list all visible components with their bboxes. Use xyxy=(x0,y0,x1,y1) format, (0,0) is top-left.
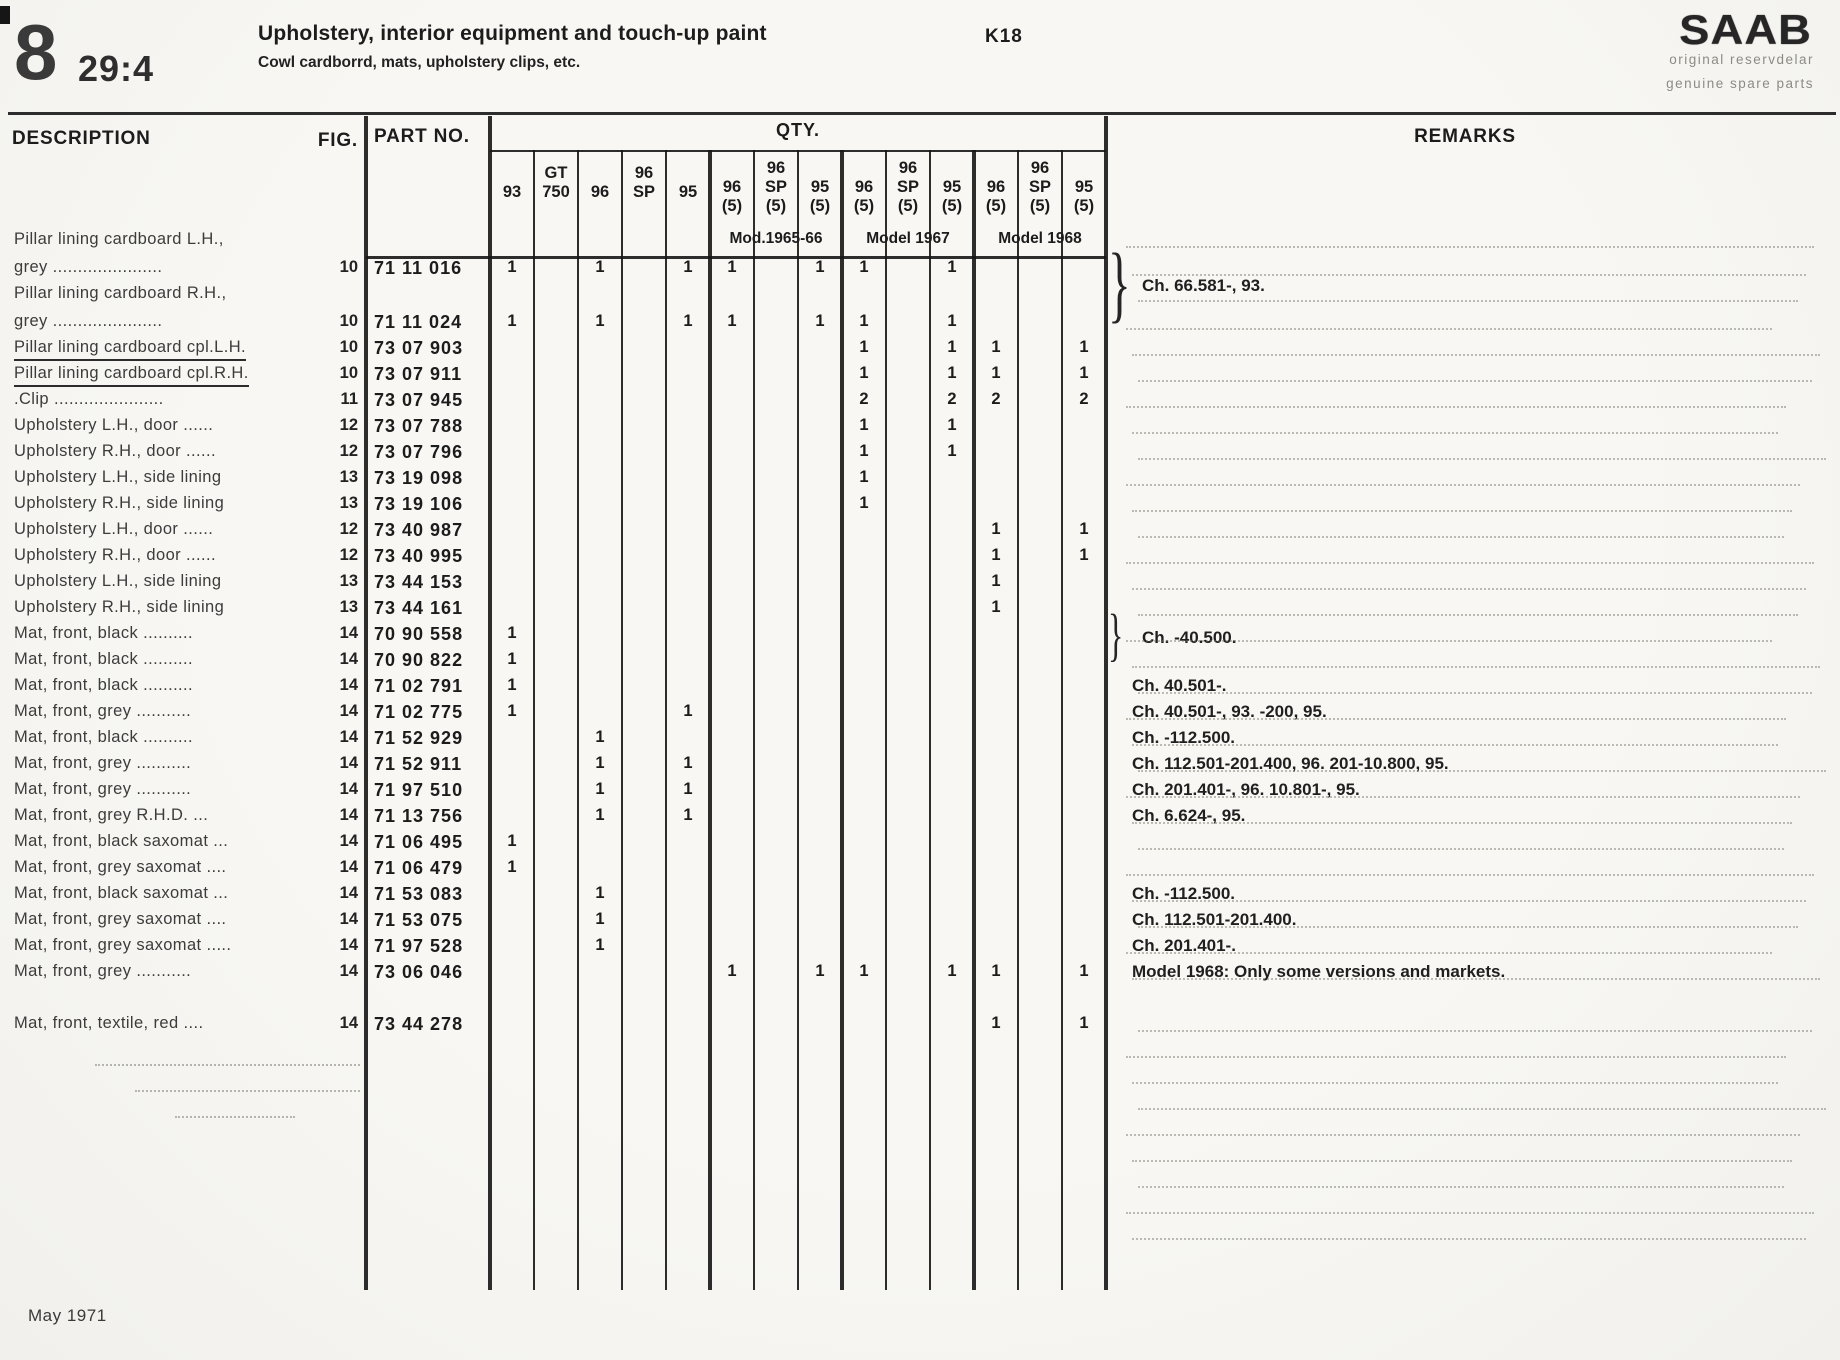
leader-dots xyxy=(1126,874,1814,876)
group-caption: Model 1967 xyxy=(866,230,950,247)
qty-column-header: 96 (5) xyxy=(721,178,743,215)
qty-cell: 1 xyxy=(991,364,1001,382)
leader-dots xyxy=(1138,380,1812,382)
qty-cell: 1 xyxy=(1079,364,1089,382)
leader-dots xyxy=(1126,1134,1800,1136)
qty-cell: 1 xyxy=(507,624,517,642)
row-fig: 14 xyxy=(339,884,358,902)
row-description: Upholstery R.H., side lining xyxy=(14,494,225,512)
row-fig: 14 xyxy=(339,702,358,720)
row-fig: 14 xyxy=(339,858,358,876)
row-part-number: 73 19 106 xyxy=(374,494,464,514)
qty-cell: 1 xyxy=(991,338,1001,356)
row-part-number: 73 40 995 xyxy=(374,546,464,566)
row-fig: 14 xyxy=(339,936,358,954)
qty-cell: 1 xyxy=(859,468,869,486)
leader-dots xyxy=(1126,640,1772,642)
leader-dots xyxy=(1132,744,1778,746)
row-remark: Ch. 66.581-, 93. xyxy=(1142,276,1265,295)
row-fig: 14 xyxy=(339,1014,358,1032)
qty-cell: 1 xyxy=(595,312,605,330)
row-fig: 14 xyxy=(339,962,358,980)
leader-dots xyxy=(1132,1082,1778,1084)
row-description: Mat, front, black .......... xyxy=(14,650,194,668)
row-description: grey ...................... xyxy=(14,258,163,276)
qty-cell: 1 xyxy=(595,728,605,746)
qty-cell: 1 xyxy=(859,258,869,276)
leader-dots xyxy=(1126,1212,1814,1214)
column-header-description: DESCRIPTION xyxy=(12,128,151,149)
qty-cell: 1 xyxy=(859,494,869,512)
row-description: Mat, front, grey R.H.D. ... xyxy=(14,806,209,824)
qty-cell: 1 xyxy=(947,364,957,382)
qty-cell: 1 xyxy=(947,442,957,460)
row-part-number: 73 07 796 xyxy=(374,442,464,462)
row-description: Mat, front, grey ........... xyxy=(14,754,192,772)
leader-dots xyxy=(1132,1160,1792,1162)
publication-date: May 1971 xyxy=(28,1306,107,1325)
row-part-number: 70 90 822 xyxy=(374,650,464,670)
row-description: Upholstery L.H., door ...... xyxy=(14,520,214,538)
row-description: Upholstery L.H., side lining xyxy=(14,572,222,590)
qty-column-header: 93 xyxy=(502,183,522,201)
row-fig: 14 xyxy=(339,910,358,928)
qty-cell: 2 xyxy=(991,390,1001,408)
qty-cell: 1 xyxy=(683,754,693,772)
row-part-number: 73 07 903 xyxy=(374,338,464,358)
row-part-number: 71 97 528 xyxy=(374,936,464,956)
qty-cell: 1 xyxy=(507,858,517,876)
logo-tagline-english: genuine spare parts xyxy=(1666,76,1814,91)
row-fig: 14 xyxy=(339,754,358,772)
qty-cell: 1 xyxy=(507,832,517,850)
qty-cell: 1 xyxy=(991,598,1001,616)
qty-column-header: 95 xyxy=(678,183,698,201)
leader-dots xyxy=(1138,614,1798,616)
qty-cell: 1 xyxy=(683,806,693,824)
row-part-number: 71 02 775 xyxy=(374,702,464,722)
qty-cell: 1 xyxy=(595,780,605,798)
row-description: grey ...................... xyxy=(14,312,163,330)
leader-dots xyxy=(1126,246,1814,248)
leader-dots xyxy=(1132,588,1806,590)
leader-dots xyxy=(1132,510,1792,512)
group-caption: Mod.1965-66 xyxy=(729,230,823,247)
qty-cell: 1 xyxy=(1079,338,1089,356)
section-code: K18 xyxy=(985,26,1023,47)
leader-dots xyxy=(1126,796,1800,798)
row-fig: 14 xyxy=(339,832,358,850)
leader-dots xyxy=(1126,952,1772,954)
qty-cell: 1 xyxy=(507,702,517,720)
row-fig: 14 xyxy=(339,650,358,668)
qty-column-header: 96 SP xyxy=(632,164,655,201)
qty-cell: 1 xyxy=(815,962,825,980)
qty-cell: 1 xyxy=(991,520,1001,538)
row-description: Mat, front, grey ........... xyxy=(14,962,192,980)
qty-cell: 1 xyxy=(507,676,517,694)
page-title: Upholstery, interior equipment and touch-up paint xyxy=(258,22,767,45)
leader-dots xyxy=(1138,458,1826,460)
row-part-number: 73 44 278 xyxy=(374,1014,464,1034)
row-remark: Ch. 40.501-, 93. -200, 95. xyxy=(1132,702,1327,721)
leader-dots xyxy=(1132,978,1820,980)
logo-tagline-swedish: original reservdelar xyxy=(1669,52,1814,67)
row-fig: 14 xyxy=(339,780,358,798)
qty-cell: 1 xyxy=(859,312,869,330)
qty-cell: 1 xyxy=(991,546,1001,564)
qty-column-header: 96 (5) xyxy=(985,178,1007,215)
column-header-qty: QTY. xyxy=(775,120,820,140)
qty-cell: 1 xyxy=(683,312,693,330)
qty-cell: 1 xyxy=(859,442,869,460)
qty-column-header: 96 SP (5) xyxy=(1028,159,1051,215)
qty-cell: 2 xyxy=(859,390,869,408)
row-part-number: 71 53 083 xyxy=(374,884,464,904)
row-part-number: 73 07 911 xyxy=(374,364,463,384)
grid-line xyxy=(8,112,1836,115)
row-description: Mat, front, black saxomat ... xyxy=(14,832,229,850)
row-fig: 10 xyxy=(339,364,358,382)
row-part-number: 73 40 987 xyxy=(374,520,464,540)
row-fig: 11 xyxy=(340,390,358,408)
row-description: Mat, front, grey saxomat .... xyxy=(14,910,227,928)
row-part-number: 71 53 075 xyxy=(374,910,464,930)
row-description: Pillar lining cardboard cpl.R.H. xyxy=(14,364,249,387)
leader-dots xyxy=(1132,354,1820,356)
row-part-number: 71 02 791 xyxy=(374,676,464,696)
leader-dots xyxy=(1126,718,1786,720)
row-description: Mat, front, grey saxomat .... xyxy=(14,858,227,876)
row-description: Pillar lining cardboard R.H., xyxy=(14,284,227,302)
qty-cell: 1 xyxy=(683,702,693,720)
qty-column-header: 95 (5) xyxy=(941,178,963,215)
qty-column-header: 96 xyxy=(590,183,610,201)
leader-dots xyxy=(1138,300,1798,302)
scan-artifact xyxy=(0,6,10,24)
row-part-number: 73 19 098 xyxy=(374,468,464,488)
leader-dots xyxy=(1126,406,1786,408)
row-part-number: 73 44 161 xyxy=(374,598,464,618)
leader-dots xyxy=(1126,562,1814,564)
row-part-number: 70 90 558 xyxy=(374,624,464,644)
row-part-number: 73 06 046 xyxy=(374,962,464,982)
row-remark: Ch. 6.624-, 95. xyxy=(1132,806,1246,825)
row-description: Upholstery R.H., door ...... xyxy=(14,442,216,460)
row-fig: 14 xyxy=(339,806,358,824)
row-part-number: 71 13 756 xyxy=(374,806,464,826)
row-description: Upholstery L.H., door ...... xyxy=(14,416,214,434)
qty-column-header: 96 (5) xyxy=(853,178,875,215)
page-number: 8 xyxy=(14,8,58,96)
qty-cell: 1 xyxy=(991,962,1001,980)
row-remark: Model 1968: Only some versions and markets. xyxy=(1132,962,1506,981)
qty-cell: 1 xyxy=(507,312,517,330)
row-description: Mat, front, black .......... xyxy=(14,624,194,642)
row-remark: Ch. 201.401-. xyxy=(1132,936,1236,955)
section-number: 29:4 xyxy=(78,48,155,89)
qty-cell: 1 xyxy=(815,312,825,330)
row-description: Mat, front, black saxomat ... xyxy=(14,884,229,902)
leader-dots xyxy=(1138,848,1784,850)
qty-cell: 1 xyxy=(947,258,957,276)
leader-dots xyxy=(135,1090,360,1092)
qty-cell: 1 xyxy=(947,338,957,356)
leader-dots xyxy=(1138,926,1798,928)
qty-cell: 1 xyxy=(947,312,957,330)
row-fig: 13 xyxy=(339,494,358,512)
qty-cell: 1 xyxy=(947,962,957,980)
qty-cell: 1 xyxy=(991,572,1001,590)
column-header-part-no: PART NO. xyxy=(374,126,470,147)
row-description: Mat, front, textile, red .... xyxy=(14,1014,204,1032)
leader-dots xyxy=(1132,274,1806,276)
row-part-number: 73 07 945 xyxy=(374,390,464,410)
column-header-fig: FIG. xyxy=(317,130,358,151)
qty-cell: 1 xyxy=(1079,1014,1089,1032)
qty-cell: 1 xyxy=(507,258,517,276)
qty-cell: 1 xyxy=(859,416,869,434)
row-description: Pillar lining cardboard cpl.L.H. xyxy=(14,338,246,361)
leader-dots xyxy=(1138,1186,1784,1188)
row-part-number: 71 06 479 xyxy=(374,858,464,878)
row-part-number: 71 06 495 xyxy=(374,832,464,852)
leader-dots xyxy=(1138,770,1826,772)
qty-cell: 1 xyxy=(991,1014,1001,1032)
qty-cell: 1 xyxy=(727,312,737,330)
page-subtitle: Cowl cardborrd, mats, upholstery clips, etc. xyxy=(258,54,581,71)
leader-dots xyxy=(1126,1056,1786,1058)
qty-cell: 1 xyxy=(595,884,605,902)
row-fig: 14 xyxy=(339,624,358,642)
qty-cell: 1 xyxy=(727,962,737,980)
row-description: Upholstery R.H., side lining xyxy=(14,598,225,616)
grid-line xyxy=(364,116,368,1290)
leader-dots xyxy=(1138,1030,1812,1032)
row-description: .Clip ...................... xyxy=(14,390,164,408)
row-fig: 13 xyxy=(339,598,358,616)
qty-column-header: 96 SP (5) xyxy=(764,159,787,215)
leader-dots xyxy=(175,1116,295,1118)
qty-cell: 2 xyxy=(1079,390,1089,408)
leader-dots xyxy=(1132,1238,1806,1240)
row-fig: 12 xyxy=(339,442,358,460)
qty-cell: 1 xyxy=(595,936,605,954)
column-header-remarks: REMARKS xyxy=(1414,126,1516,147)
row-part-number: 73 44 153 xyxy=(374,572,464,592)
qty-cell: 1 xyxy=(683,780,693,798)
row-remark: Ch. -112.500. xyxy=(1132,728,1236,747)
row-fig: 13 xyxy=(339,468,358,486)
qty-cell: 1 xyxy=(859,338,869,356)
row-remark: Ch. -40.500. xyxy=(1142,628,1237,647)
qty-column-header: GT 750 xyxy=(542,164,570,201)
leader-dots xyxy=(95,1064,360,1066)
qty-cell: 1 xyxy=(595,910,605,928)
row-part-number: 71 11 024 xyxy=(374,312,463,332)
row-description: Mat, front, grey ........... xyxy=(14,702,192,720)
leader-dots xyxy=(1132,432,1778,434)
row-description: Pillar lining cardboard L.H., xyxy=(14,230,224,248)
row-fig: 13 xyxy=(339,572,358,590)
row-remark: Ch. 201.401-, 96. 10.801-, 95. xyxy=(1132,780,1360,799)
qty-cell: 1 xyxy=(507,650,517,668)
row-description: Upholstery R.H., door ...... xyxy=(14,546,216,564)
row-part-number: 71 52 911 xyxy=(374,754,463,774)
qty-cell: 1 xyxy=(683,258,693,276)
row-fig: 12 xyxy=(339,520,358,538)
leader-dots xyxy=(1132,666,1820,668)
row-part-number: 71 97 510 xyxy=(374,780,464,800)
qty-cell: 1 xyxy=(1079,546,1089,564)
leader-dots xyxy=(1132,822,1792,824)
leader-dots xyxy=(1126,328,1772,330)
row-fig: 14 xyxy=(339,676,358,694)
qty-cell: 1 xyxy=(595,754,605,772)
leader-dots xyxy=(1138,536,1784,538)
row-description: Mat, front, grey saxomat ..... xyxy=(14,936,232,954)
row-fig: 12 xyxy=(339,546,358,564)
row-fig: 12 xyxy=(339,416,358,434)
row-part-number: 71 11 016 xyxy=(374,258,463,278)
qty-cell: 1 xyxy=(859,364,869,382)
row-description: Upholstery L.H., side lining xyxy=(14,468,222,486)
row-remark: Ch. 40.501-. xyxy=(1132,676,1227,695)
saab-logo: SAAB xyxy=(1679,6,1812,53)
qty-cell: 1 xyxy=(859,962,869,980)
remark-brace: } xyxy=(1108,602,1124,667)
qty-cell: 1 xyxy=(595,258,605,276)
qty-cell: 1 xyxy=(1079,520,1089,538)
row-fig: 10 xyxy=(339,338,358,356)
row-remark: Ch. -112.500. xyxy=(1132,884,1236,903)
leader-dots xyxy=(1126,484,1800,486)
row-description: Mat, front, grey ........... xyxy=(14,780,192,798)
row-description: Mat, front, black .......... xyxy=(14,728,194,746)
group-caption: Model 1968 xyxy=(998,230,1082,247)
row-part-number: 73 07 788 xyxy=(374,416,464,436)
leader-dots xyxy=(1132,900,1806,902)
row-fig: 10 xyxy=(339,258,358,276)
qty-column-header: 95 (5) xyxy=(1073,178,1095,215)
row-description: Mat, front, black .......... xyxy=(14,676,194,694)
row-fig: 10 xyxy=(339,312,358,330)
qty-column-header: 96 SP (5) xyxy=(896,159,919,215)
qty-cell: 1 xyxy=(1079,962,1089,980)
remark-brace: } xyxy=(1108,235,1131,331)
row-fig: 14 xyxy=(339,728,358,746)
qty-cell: 1 xyxy=(727,258,737,276)
qty-cell: 2 xyxy=(947,390,957,408)
grid-line xyxy=(1061,150,1063,1290)
qty-cell: 1 xyxy=(815,258,825,276)
row-remark: Ch. 112.501-201.400. xyxy=(1132,910,1297,929)
grid-line xyxy=(1017,150,1019,1290)
qty-column-header: 95 (5) xyxy=(809,178,831,215)
qty-cell: 1 xyxy=(947,416,957,434)
qty-cell: 1 xyxy=(595,806,605,824)
leader-dots xyxy=(1138,692,1812,694)
row-remark: Ch. 112.501-201.400, 96. 201-10.800, 95. xyxy=(1132,754,1449,773)
row-part-number: 71 52 929 xyxy=(374,728,464,748)
leader-dots xyxy=(1138,1108,1826,1110)
